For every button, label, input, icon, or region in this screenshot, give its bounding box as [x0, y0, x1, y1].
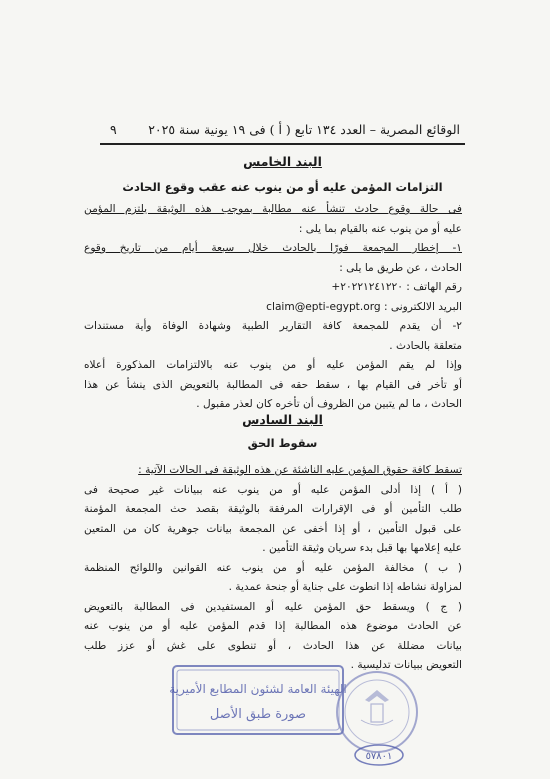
running-title: الوقائع المصرية – العدد ١٣٤ تابع ( أ ) فى ١٩ يونية سنة ٢٠٢٥: [148, 122, 460, 137]
article5-title: [100, 154, 465, 169]
round-seal-inner: [345, 680, 409, 744]
email-line: [84, 298, 462, 318]
official-stamp: [165, 660, 425, 772]
email-link[interactable]: claim@epti-egypt.org: [266, 300, 381, 313]
seal-shield-icon: [371, 704, 383, 722]
header-divider: [100, 143, 465, 145]
clause-c-line: ( ج ) ويسقط حق المؤمن عليه أو المستفيدين فى المطالبة بالتعويض: [84, 600, 462, 613]
clause-a-line: عليه إعلامها بها قبل بدء سريان وثيقة التأمين .: [262, 542, 462, 554]
article6-intro-line: تسقط كافة حقوق المؤمن عليه الناشئة عن هذه الوثيقة فى الحالات الآتية :: [138, 464, 462, 476]
stamp-label-text: صورة طبق الأصل: [209, 707, 307, 722]
clause-a-line: طلب التأمين أو فى الإقرارات المرفقة بالوثيقة بقصد حث المجمعة المؤمنة: [84, 503, 462, 515]
article6-title-text: البند السادس: [242, 412, 323, 427]
item2-line: متعلقة بالحادث .: [389, 339, 462, 352]
phone-line: رقم الهاتف : ٢٠٢٢١٢٤١٢٢٠+: [331, 281, 462, 293]
penalty-line: وإذا لم يقم المؤمن عليه أو من ينوب عنه بالالتزامات المذكورة أعلاه: [84, 359, 462, 371]
seal-emblem-icon: [365, 690, 389, 702]
item1-line: ١- إخطار المجمعة فورًا بالحادث خلال سبعة أيام من تاريخ وقوع: [84, 242, 462, 254]
round-seal: [337, 672, 417, 752]
clause-a-line: ( أ ) إذا أدلى المؤمن عليه أو من ينوب عنه ببيانات غير صحيحة فى: [84, 483, 462, 496]
clause-c-line: بيانات مضللة عن هذا الحادث ، أو تنطوى على غش أو عزز طلب: [84, 639, 462, 652]
penalty-line: الحادث ، ما لم يتبين من الظروف أن تأخره كان لعذر مقبول .: [196, 398, 462, 410]
item1-line: الحادث ، عن طريق ما يلى :: [339, 261, 462, 274]
item2-line: ٢- أن يقدم للمجمعة كافة التقارير الطبية وشهادة الوفاة وأية مستندات: [84, 320, 462, 332]
penalty-line: أو تأخر فى القيام بها ، سقط حقه فى المطالبة بالتعويض الذى ينشأ عن هذا: [84, 378, 462, 391]
article5-intro-line: فى حالة وقوع حادث تنشأ عنه مطالبة بموجب هذه الوثيقة يلتزم المؤمن: [84, 203, 462, 215]
page-number: ٩: [110, 122, 117, 137]
article5-intro-line: عليه أو من ينوب عنه بالقيام بما يلى :: [298, 222, 462, 235]
article5-title-text: البند الخامس: [243, 154, 322, 169]
stamp-serial-text: ٥٧٨٠١: [365, 751, 393, 762]
article6-title: [100, 412, 465, 427]
article5-subtitle: التزامات المؤمن عليه أو من ينوب عنه عقب وقوع الحادث: [122, 180, 443, 194]
email-label: البريد الالكترونى :: [383, 300, 462, 313]
page-header: [110, 120, 460, 142]
article5-body: [84, 200, 462, 415]
stamp-authority-text: الهيئة العامة لشئون المطابع الأميرية: [169, 682, 347, 696]
stamp-graphic: [165, 660, 425, 772]
clause-b-line: ( ب ) مخالفة المؤمن عليه أو من ينوب عنه القوانين واللوائح المنظمة: [84, 561, 462, 574]
clause-a-line: على قبول التأمين ، أو إذا أخفى عن المجمعة بيانات جوهرية كان من المتعين: [84, 522, 462, 535]
clause-c-line: التعويض ببيانات تدليسية .: [350, 659, 462, 671]
stamp-rect: [173, 666, 343, 734]
article6-body: [84, 461, 462, 676]
clause-c-line: عن الحادث موضوع هذه المطالبة إذا قدم المؤمن عليه أو من ينوب عنه: [84, 620, 462, 632]
article6-subtitle: سقوط الحق: [247, 436, 318, 450]
clause-b-line: لمزاولة نشاطه إذا انطوت على جناية أو جنحة عمدية .: [228, 581, 462, 593]
